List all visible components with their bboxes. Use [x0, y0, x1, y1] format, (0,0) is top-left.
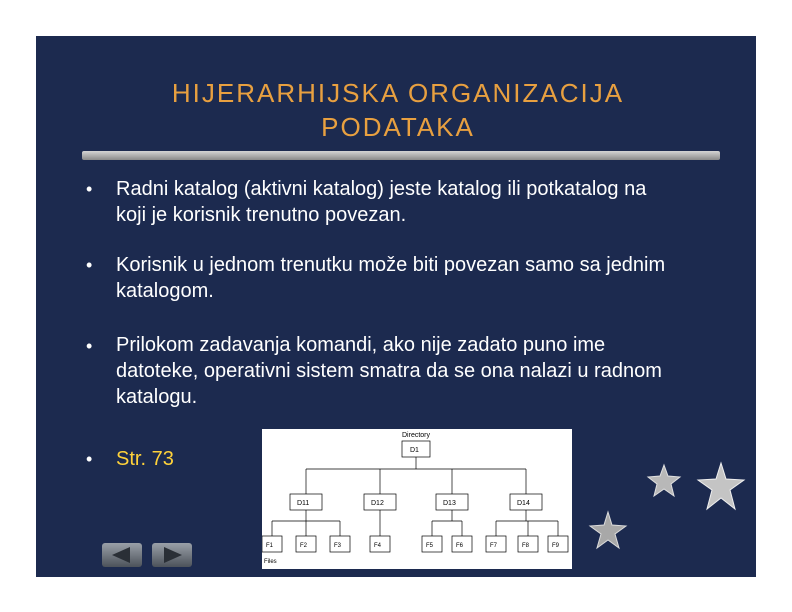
file-label: F9	[552, 543, 560, 549]
subdir-label: D14	[517, 500, 530, 507]
title-divider	[82, 151, 720, 160]
slide-title: HIJERARHIJSKA ORGANIZACIJA PODATAKA	[171, 78, 625, 142]
file-label: F4	[374, 543, 382, 549]
file-label: F3	[334, 543, 342, 549]
bullet-text: Str. 73	[116, 448, 174, 470]
slide	[36, 36, 756, 577]
file-label: F1	[266, 543, 274, 549]
bullet-dot: •	[86, 336, 93, 356]
subdir-label: D11	[297, 500, 310, 507]
diagram-footer: Files	[264, 559, 277, 565]
bullet-dot: •	[86, 449, 93, 469]
bullet-text: Prilokom zadavanja komandi, ako nije zadato puno ime datoteke, operativni sistem smatra da se ona nalazi u radnom katalogu.	[116, 334, 662, 408]
file-label: F2	[300, 543, 308, 549]
root-node-label: D1	[410, 447, 419, 454]
arrow-left-icon	[102, 543, 142, 567]
bullet-dot: •	[86, 255, 93, 275]
bullet-text: Radni katalog (aktivni katalog) jeste katalog ili potkatalog na koji je korisnik trenutno povezan.	[116, 178, 647, 226]
forward-button[interactable]	[152, 543, 192, 567]
file-label: F8	[522, 543, 530, 549]
arrow-right-icon	[152, 543, 192, 567]
file-label: F6	[456, 543, 464, 549]
star-icon	[646, 463, 682, 499]
subdir-label: D13	[443, 500, 456, 507]
bullet-text: Korisnik u jednom trenutku može biti povezan samo sa jednim katalogom.	[116, 254, 666, 302]
diagram-header: Directory	[402, 432, 431, 439]
back-button[interactable]	[102, 543, 142, 567]
subdir-label: D12	[371, 500, 384, 507]
star-icon	[696, 461, 746, 513]
bullet-dot: •	[86, 179, 93, 199]
file-label: F7	[490, 543, 498, 549]
directory-tree-diagram	[262, 429, 572, 569]
star-icon	[588, 510, 628, 550]
file-label: F5	[426, 543, 434, 549]
